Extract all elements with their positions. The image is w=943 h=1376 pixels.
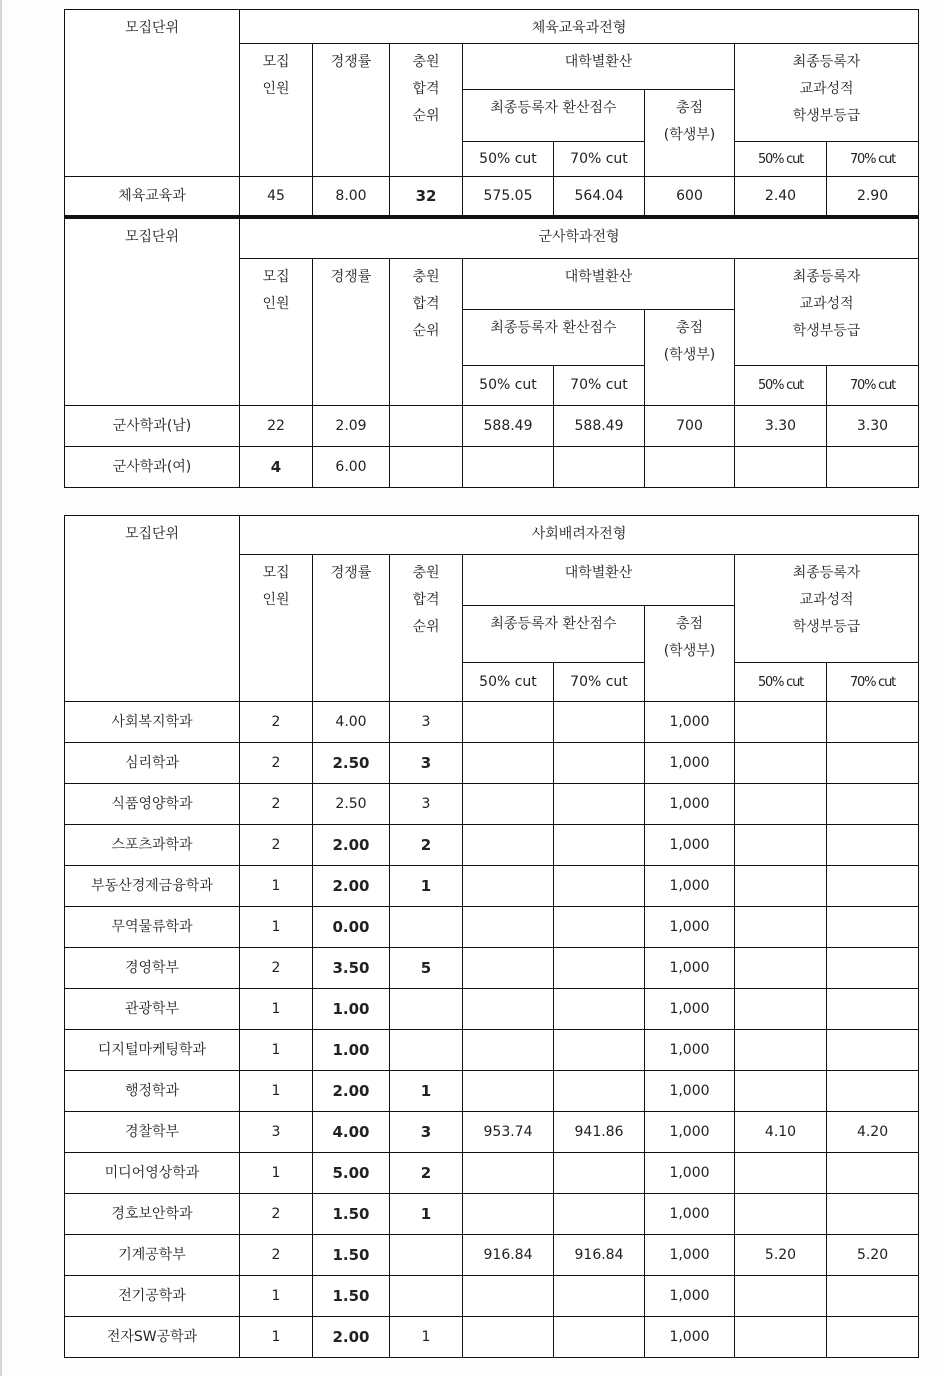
cell-recruit: 2: [240, 1194, 313, 1235]
cell-unit: 심리학과: [65, 743, 240, 784]
header-grade-70: 70% cut: [827, 663, 919, 702]
header-total: 총점 (학생부): [645, 90, 735, 177]
header-recruit: 모집 인원: [240, 44, 313, 177]
admission-table-pe: [64, 9, 919, 218]
cell-grade70: 3.30: [827, 406, 919, 447]
cell-unit: 체육교육과: [65, 177, 240, 217]
cell-grade50: [735, 784, 827, 825]
cell-grade70: [827, 1030, 919, 1071]
cell-score50: [463, 1317, 554, 1358]
cell-score70: [554, 825, 645, 866]
cell-score50: 588.49: [463, 406, 554, 447]
cell-grade70: [827, 825, 919, 866]
cell-competition: 0.00: [313, 907, 390, 948]
header-final-grade: 최종등록자 교과성적 학생부등급: [735, 259, 919, 366]
cell-unit: 부동산경제금융학과: [65, 866, 240, 907]
cell-grade50: 2.40: [735, 177, 827, 217]
header-final-score: 최종등록자 환산점수: [463, 606, 645, 663]
cell-grade70: [827, 743, 919, 784]
cell-competition: 6.00: [313, 447, 390, 488]
cell-competition: 3.50: [313, 948, 390, 989]
cell-rank: [390, 406, 463, 447]
cell-competition: 1.00: [313, 1030, 390, 1071]
cell-score70: [554, 989, 645, 1030]
cell-competition: 2.00: [313, 866, 390, 907]
header-grade-50: 50% cut: [735, 663, 827, 702]
cell-total: 1,000: [645, 1153, 735, 1194]
cell-grade50: 5.20: [735, 1235, 827, 1276]
cell-score50: [463, 447, 554, 488]
cell-recruit: 2: [240, 702, 313, 743]
cell-grade50: [735, 743, 827, 784]
cell-recruit: 1: [240, 1030, 313, 1071]
cell-recruit: 22: [240, 406, 313, 447]
cell-rank: 32: [390, 177, 463, 217]
cell-score70: [554, 1276, 645, 1317]
cell-rank: 3: [390, 784, 463, 825]
cell-rank: 3: [390, 1112, 463, 1153]
header-unit: 모집단위: [65, 516, 240, 702]
header-grade-50: 50% cut: [735, 142, 827, 177]
cell-total: 1,000: [645, 702, 735, 743]
cell-total: 1,000: [645, 825, 735, 866]
cell-score70: 564.04: [554, 177, 645, 217]
cell-score70: [554, 702, 645, 743]
header-competition: 경쟁률: [313, 555, 390, 702]
header-recruit: 모집 인원: [240, 555, 313, 702]
cell-recruit: 1: [240, 866, 313, 907]
header-final-grade: 최종등록자 교과성적 학생부등급: [735, 44, 919, 142]
cell-unit: 미디어영상학과: [65, 1153, 240, 1194]
cell-grade70: [827, 1153, 919, 1194]
cell-score50: [463, 784, 554, 825]
header-grade-50: 50% cut: [735, 366, 827, 406]
cell-score50: [463, 1030, 554, 1071]
cell-total: 1,000: [645, 1071, 735, 1112]
cell-unit: 행정학과: [65, 1071, 240, 1112]
header-grade-70: 70% cut: [827, 366, 919, 406]
cell-competition: 2.50: [313, 784, 390, 825]
cell-total: 1,000: [645, 1276, 735, 1317]
header-final-grade: 최종등록자 교과성적 학생부등급: [735, 555, 919, 663]
cell-score70: [554, 784, 645, 825]
header-score-50: 50% cut: [463, 663, 554, 702]
cell-score50: [463, 743, 554, 784]
header-score-50: 50% cut: [463, 142, 554, 177]
cell-recruit: 1: [240, 1317, 313, 1358]
table-row: [65, 866, 919, 907]
header-additional: 충원 합격 순위: [390, 44, 463, 177]
cell-score50: 953.74: [463, 1112, 554, 1153]
cell-competition: 2.00: [313, 825, 390, 866]
cell-unit: 경영학부: [65, 948, 240, 989]
cell-grade50: [735, 825, 827, 866]
cell-competition: 1.50: [313, 1276, 390, 1317]
cell-recruit: 4: [240, 447, 313, 488]
cell-rank: [390, 1235, 463, 1276]
cell-score70: 916.84: [554, 1235, 645, 1276]
cell-competition: 4.00: [313, 1112, 390, 1153]
cell-grade70: [827, 702, 919, 743]
cell-grade70: [827, 447, 919, 488]
cell-score70: [554, 1153, 645, 1194]
cell-total: 1,000: [645, 743, 735, 784]
header-unit: 모집단위: [65, 219, 240, 406]
table-row: [65, 907, 919, 948]
table-row: [65, 1317, 919, 1358]
cell-grade50: [735, 1194, 827, 1235]
cell-competition: 1.00: [313, 989, 390, 1030]
cell-unit: 전자SW공학과: [65, 1317, 240, 1358]
cell-rank: [390, 447, 463, 488]
cell-score70: [554, 743, 645, 784]
table-row: [65, 1194, 919, 1235]
cell-competition: 2.09: [313, 406, 390, 447]
cell-score70: [554, 1317, 645, 1358]
cell-unit: 전기공학과: [65, 1276, 240, 1317]
header-score-70: 70% cut: [554, 366, 645, 406]
header-score-50: 50% cut: [463, 366, 554, 406]
header-final-score: 최종등록자 환산점수: [463, 90, 645, 142]
cell-competition: 4.00: [313, 702, 390, 743]
cell-score70: [554, 1194, 645, 1235]
table-title: 사회배려자전형: [240, 516, 919, 555]
header-additional: 충원 합격 순위: [390, 259, 463, 406]
header-competition: 경쟁률: [313, 259, 390, 406]
cell-total: 700: [645, 406, 735, 447]
cell-recruit: 1: [240, 989, 313, 1030]
cell-grade70: 5.20: [827, 1235, 919, 1276]
cell-recruit: 1: [240, 1276, 313, 1317]
table-row: [65, 406, 919, 447]
table-row: [65, 447, 919, 488]
cell-score50: 575.05: [463, 177, 554, 217]
cell-competition: 2.50: [313, 743, 390, 784]
cell-rank: 1: [390, 1071, 463, 1112]
cell-grade50: [735, 989, 827, 1030]
cell-grade70: [827, 1317, 919, 1358]
cell-unit: 스포츠과학과: [65, 825, 240, 866]
header-score-70: 70% cut: [554, 142, 645, 177]
cell-score70: [554, 447, 645, 488]
cell-unit: 관광학부: [65, 989, 240, 1030]
header-unit: 모집단위: [65, 10, 240, 177]
cell-unit: 경호보안학과: [65, 1194, 240, 1235]
cell-grade50: [735, 866, 827, 907]
cell-unit: 무역물류학과: [65, 907, 240, 948]
cell-rank: [390, 1276, 463, 1317]
table-row: [65, 1112, 919, 1153]
cell-score50: [463, 907, 554, 948]
admission-table-social: [64, 515, 919, 1358]
cell-grade50: [735, 1276, 827, 1317]
cell-grade70: 2.90: [827, 177, 919, 217]
cell-grade50: 3.30: [735, 406, 827, 447]
cell-total: 1,000: [645, 1235, 735, 1276]
cell-recruit: 3: [240, 1112, 313, 1153]
cell-score50: [463, 1153, 554, 1194]
cell-recruit: 1: [240, 1153, 313, 1194]
cell-competition: 2.00: [313, 1071, 390, 1112]
cell-score70: [554, 948, 645, 989]
cell-score70: [554, 907, 645, 948]
cell-grade50: [735, 1317, 827, 1358]
table-row: [65, 1276, 919, 1317]
cell-recruit: 45: [240, 177, 313, 217]
cell-score50: [463, 866, 554, 907]
cell-grade70: [827, 989, 919, 1030]
cell-score70: 941.86: [554, 1112, 645, 1153]
cell-total: [645, 447, 735, 488]
cell-rank: [390, 907, 463, 948]
table-row: [65, 784, 919, 825]
cell-total: 1,000: [645, 907, 735, 948]
cell-total: 600: [645, 177, 735, 217]
table-row: [65, 743, 919, 784]
cell-score70: [554, 866, 645, 907]
cell-score50: [463, 1194, 554, 1235]
cell-recruit: 2: [240, 825, 313, 866]
cell-unit: 기계공학부: [65, 1235, 240, 1276]
cell-rank: 5: [390, 948, 463, 989]
cell-rank: 1: [390, 1317, 463, 1358]
cell-grade50: [735, 1071, 827, 1112]
cell-score50: [463, 825, 554, 866]
cell-score50: [463, 1071, 554, 1112]
cell-competition: 8.00: [313, 177, 390, 217]
cell-rank: [390, 1030, 463, 1071]
cell-recruit: 1: [240, 907, 313, 948]
cell-score70: 588.49: [554, 406, 645, 447]
cell-recruit: 2: [240, 1235, 313, 1276]
page-left-edge: [0, 0, 2, 1376]
cell-grade50: 4.10: [735, 1112, 827, 1153]
cell-total: 1,000: [645, 989, 735, 1030]
cell-unit: 식품영양학과: [65, 784, 240, 825]
table-row: [65, 948, 919, 989]
cell-rank: 2: [390, 1153, 463, 1194]
table-row: [65, 1235, 919, 1276]
header-total: 총점 (학생부): [645, 606, 735, 702]
cell-grade70: [827, 1194, 919, 1235]
cell-score70: [554, 1030, 645, 1071]
cell-unit: 군사학과(여): [65, 447, 240, 488]
cell-total: 1,000: [645, 1194, 735, 1235]
cell-grade50: [735, 447, 827, 488]
cell-competition: 1.50: [313, 1235, 390, 1276]
admission-table-military: [64, 218, 919, 488]
header-competition: 경쟁률: [313, 44, 390, 177]
cell-rank: [390, 989, 463, 1030]
header-score-70: 70% cut: [554, 663, 645, 702]
cell-competition: 5.00: [313, 1153, 390, 1194]
cell-score50: [463, 948, 554, 989]
cell-rank: 1: [390, 1194, 463, 1235]
table-row: [65, 1030, 919, 1071]
cell-grade50: [735, 907, 827, 948]
cell-total: 1,000: [645, 1112, 735, 1153]
cell-rank: 3: [390, 743, 463, 784]
cell-grade50: [735, 948, 827, 989]
cell-total: 1,000: [645, 948, 735, 989]
header-univ-conv: 대학별환산: [463, 44, 735, 90]
cell-unit: 사회복지학과: [65, 702, 240, 743]
cell-total: 1,000: [645, 1317, 735, 1358]
cell-grade70: [827, 1071, 919, 1112]
cell-score70: [554, 1071, 645, 1112]
table-row: [65, 1071, 919, 1112]
table-row: [65, 702, 919, 743]
header-grade-70: 70% cut: [827, 142, 919, 177]
header-final-score: 최종등록자 환산점수: [463, 310, 645, 366]
cell-grade70: [827, 948, 919, 989]
cell-rank: 1: [390, 866, 463, 907]
cell-total: 1,000: [645, 1030, 735, 1071]
cell-recruit: 2: [240, 948, 313, 989]
cell-score50: 916.84: [463, 1235, 554, 1276]
cell-unit: 디지털마케팅학과: [65, 1030, 240, 1071]
table-title: 체육교육과전형: [240, 10, 919, 44]
cell-grade70: [827, 784, 919, 825]
table-row: [65, 177, 919, 217]
header-recruit: 모집 인원: [240, 259, 313, 406]
cell-competition: 2.00: [313, 1317, 390, 1358]
cell-competition: 1.50: [313, 1194, 390, 1235]
header-univ-conv: 대학별환산: [463, 259, 735, 310]
cell-grade70: [827, 1276, 919, 1317]
cell-rank: 3: [390, 702, 463, 743]
cell-score50: [463, 1276, 554, 1317]
cell-score50: [463, 702, 554, 743]
cell-grade70: 4.20: [827, 1112, 919, 1153]
cell-grade70: [827, 866, 919, 907]
cell-grade50: [735, 1030, 827, 1071]
cell-grade50: [735, 702, 827, 743]
header-additional: 충원 합격 순위: [390, 555, 463, 702]
cell-grade50: [735, 1153, 827, 1194]
table-title: 군사학과전형: [240, 219, 919, 259]
cell-recruit: 2: [240, 743, 313, 784]
cell-total: 1,000: [645, 866, 735, 907]
cell-grade70: [827, 907, 919, 948]
table-row: [65, 1153, 919, 1194]
cell-unit: 경찰학부: [65, 1112, 240, 1153]
header-total: 총점 (학생부): [645, 310, 735, 406]
cell-unit: 군사학과(남): [65, 406, 240, 447]
table-row: [65, 989, 919, 1030]
cell-score50: [463, 989, 554, 1030]
cell-recruit: 1: [240, 1071, 313, 1112]
cell-recruit: 2: [240, 784, 313, 825]
cell-rank: 2: [390, 825, 463, 866]
table-row: [65, 825, 919, 866]
header-univ-conv: 대학별환산: [463, 555, 735, 606]
cell-total: 1,000: [645, 784, 735, 825]
